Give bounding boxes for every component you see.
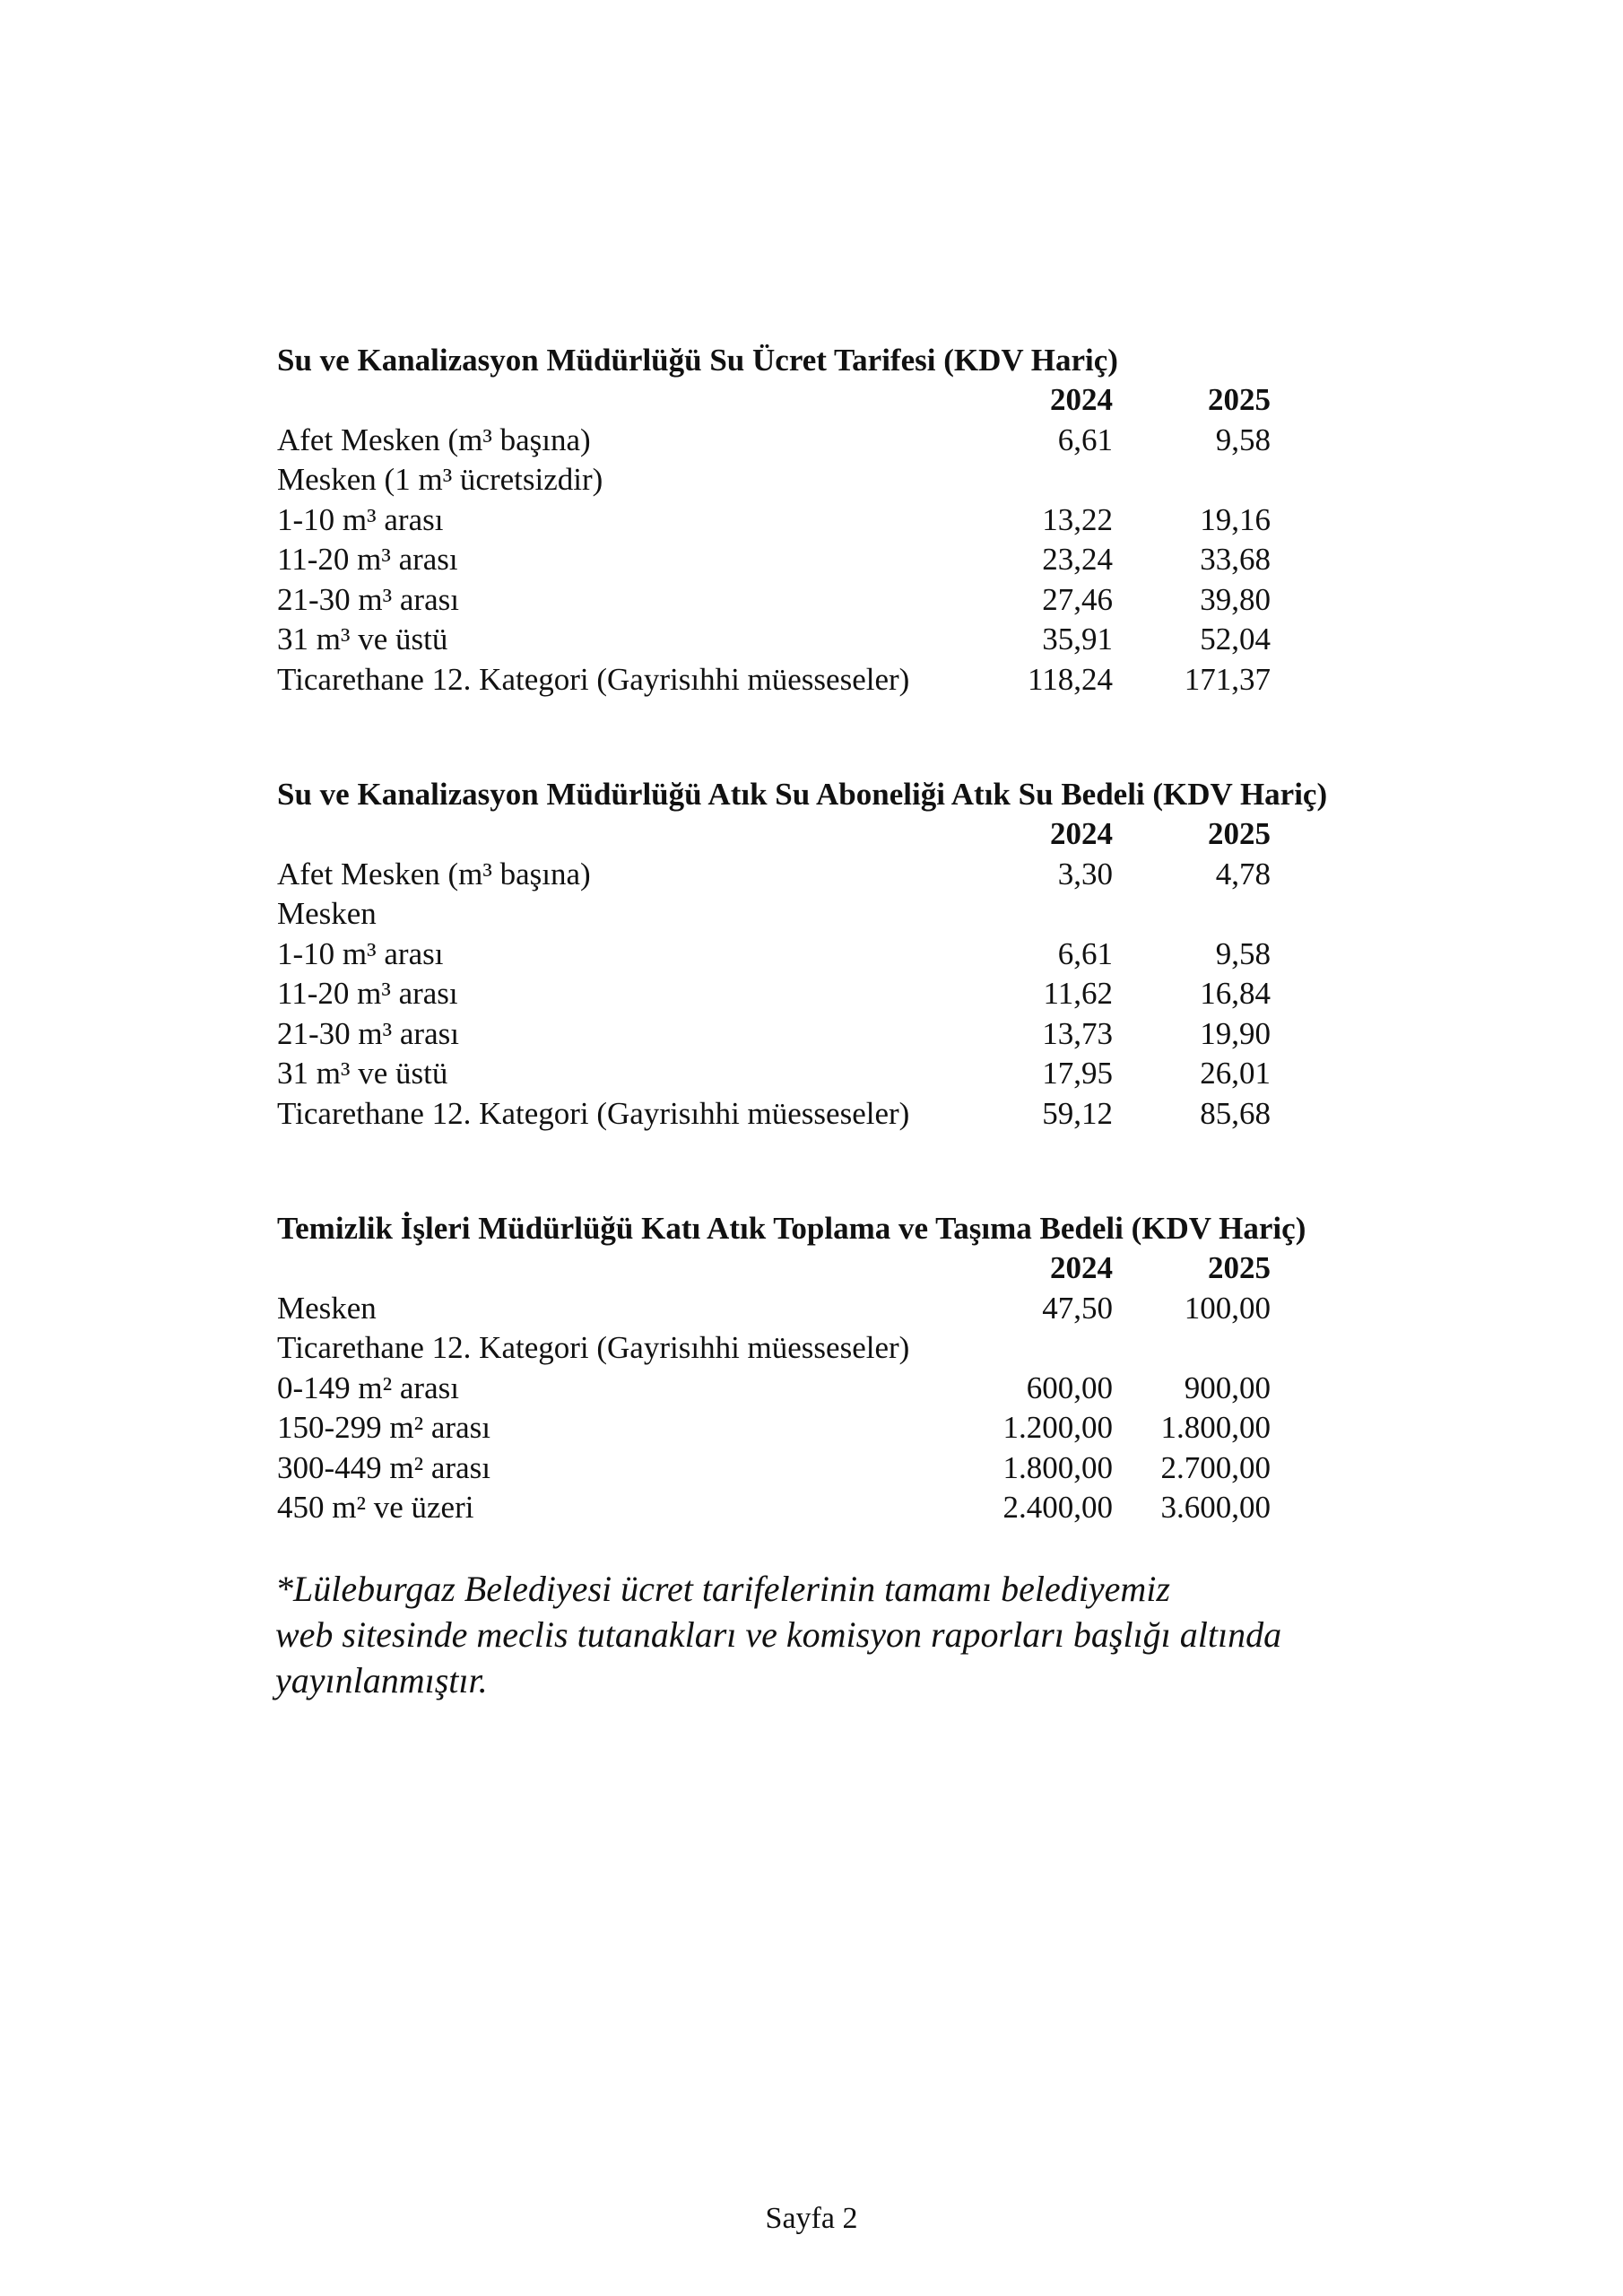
- row-label: 0-149 m² arası: [277, 1370, 459, 1405]
- section-title: Su ve Kanalizasyon Müdürlüğü Atık Su Aboneliği Atık Su Bedeli (KDV Hariç): [277, 777, 1328, 812]
- year-2024-header: 2024: [1050, 1250, 1113, 1285]
- row-label: 11-20 m³ arası: [277, 542, 458, 577]
- row-label: 31 m³ ve üstü: [277, 1056, 448, 1091]
- value-2024: 6,61: [1057, 422, 1113, 457]
- row-label: 300-449 m² arası: [277, 1449, 490, 1485]
- value-2025: 16,84: [1200, 976, 1271, 1011]
- year-header-row: [277, 814, 1443, 855]
- table-row: [277, 421, 1443, 461]
- wastewater-tariff-section: [277, 775, 1443, 1134]
- value-2024: 11,62: [1043, 976, 1113, 1011]
- section-title: Su ve Kanalizasyon Müdürlüğü Su Ücret Tarifesi (KDV Hariç): [277, 343, 1118, 378]
- value-2024: 3,30: [1057, 856, 1113, 891]
- value-2025: 171,37: [1184, 661, 1271, 697]
- value-2025: 19,16: [1200, 501, 1271, 537]
- table-row: [277, 1488, 1443, 1528]
- value-2025: 33,68: [1200, 542, 1271, 577]
- table-row: [277, 1054, 1443, 1094]
- value-2025: 3.600,00: [1160, 1490, 1271, 1525]
- table-row: [277, 1289, 1443, 1329]
- year-2025-header: 2025: [1208, 1250, 1271, 1285]
- row-label: Ticarethane 12. Kategori (Gayrisıhhi müesseseler): [277, 1330, 910, 1365]
- table-row: [277, 1328, 1443, 1369]
- year-2025-header: 2025: [1208, 816, 1271, 851]
- row-label: 450 m² ve üzeri: [277, 1490, 474, 1525]
- row-label: Afet Mesken (m³ başına): [277, 422, 591, 457]
- water-tariff-section: [277, 341, 1443, 700]
- value-2025: 52,04: [1200, 622, 1271, 657]
- table-row: [277, 1448, 1443, 1489]
- year-header-row: [277, 380, 1443, 421]
- row-label: 11-20 m³ arası: [277, 976, 458, 1011]
- page-number: Sayfa 2: [765, 2202, 858, 2235]
- value-2024: 17,95: [1042, 1056, 1113, 1091]
- value-2024: 59,12: [1042, 1095, 1113, 1131]
- table-row: [277, 1369, 1443, 1409]
- row-label: 1-10 m³ arası: [277, 501, 444, 537]
- value-2025: 100,00: [1184, 1290, 1271, 1326]
- value-2024: 27,46: [1042, 581, 1113, 617]
- row-label: 21-30 m³ arası: [277, 581, 459, 617]
- year-2025-header: 2025: [1208, 382, 1271, 417]
- value-2025: 39,80: [1200, 581, 1271, 617]
- value-2025: 9,58: [1215, 422, 1271, 457]
- solid-waste-tariff-section: [277, 1209, 1443, 1528]
- value-2024: 1.200,00: [1002, 1410, 1113, 1445]
- row-label: 1-10 m³ arası: [277, 935, 444, 971]
- row-label: Afet Mesken (m³ başına): [277, 856, 591, 891]
- footnote-line: web sitesinde meclis tutanakları ve komisyon raporları başlığı altında: [275, 1614, 1282, 1655]
- value-2025: 4,78: [1215, 856, 1271, 891]
- value-2024: 118,24: [1028, 661, 1113, 697]
- table-row: [277, 894, 1443, 935]
- value-2024: 13,73: [1042, 1015, 1113, 1051]
- row-label: Mesken: [277, 896, 377, 931]
- footnote-line: yayınlanmıştır.: [275, 1660, 488, 1700]
- table-row: [277, 460, 1443, 500]
- table-row: [277, 1014, 1443, 1055]
- row-label: Mesken: [277, 1290, 377, 1326]
- section-title: Temizlik İşleri Müdürlüğü Katı Atık Toplama ve Taşıma Bedeli (KDV Hariç): [277, 1211, 1306, 1246]
- table-row: [277, 540, 1443, 580]
- table-row: [277, 620, 1443, 660]
- table-row: [277, 974, 1443, 1014]
- table-row: [277, 500, 1443, 541]
- year-2024-header: 2024: [1050, 382, 1113, 417]
- row-label: 21-30 m³ arası: [277, 1015, 459, 1051]
- value-2025: 9,58: [1215, 935, 1271, 971]
- value-2024: 1.800,00: [1002, 1449, 1113, 1485]
- value-2024: 47,50: [1042, 1290, 1113, 1326]
- row-label: Ticarethane 12. Kategori (Gayrisıhhi müesseseler): [277, 1095, 910, 1131]
- value-2024: 13,22: [1042, 501, 1113, 537]
- year-header-row: [277, 1248, 1443, 1289]
- value-2025: 1.800,00: [1160, 1410, 1271, 1445]
- value-2025: 26,01: [1200, 1056, 1271, 1091]
- value-2024: 23,24: [1042, 542, 1113, 577]
- year-2024-header: 2024: [1050, 816, 1113, 851]
- value-2024: 2.400,00: [1002, 1490, 1113, 1525]
- table-row: [277, 935, 1443, 975]
- footnote-line: *Lüleburgaz Belediyesi ücret tarifelerinin tamamı belediyemiz: [275, 1569, 1170, 1609]
- value-2025: 900,00: [1184, 1370, 1271, 1405]
- value-2024: 600,00: [1026, 1370, 1113, 1405]
- value-2024: 35,91: [1042, 622, 1113, 657]
- table-row: [277, 855, 1443, 895]
- row-label: Ticarethane 12. Kategori (Gayrisıhhi müesseseler): [277, 661, 910, 697]
- table-row: [277, 1094, 1443, 1135]
- table-row: [277, 660, 1443, 700]
- value-2025: 2.700,00: [1160, 1449, 1271, 1485]
- footnote: [275, 1566, 1441, 1703]
- table-row: [277, 1408, 1443, 1448]
- value-2025: 85,68: [1200, 1095, 1271, 1131]
- row-label: 150-299 m² arası: [277, 1410, 490, 1445]
- value-2024: 6,61: [1057, 935, 1113, 971]
- row-label: 31 m³ ve üstü: [277, 622, 448, 657]
- table-row: [277, 580, 1443, 621]
- value-2025: 19,90: [1200, 1015, 1271, 1051]
- row-label: Mesken (1 m³ ücretsizdir): [277, 462, 603, 497]
